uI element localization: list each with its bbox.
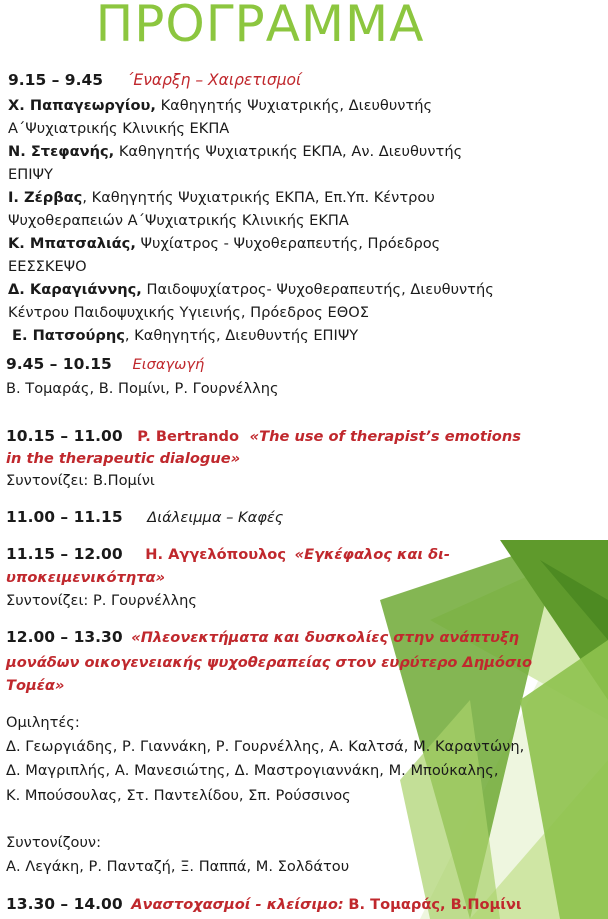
chairs-label: Συντονίζουν: (6, 834, 102, 851)
session-topic: ΄Εναρξη – Χαιρετισμοί (125, 71, 302, 89)
speaker-line: Ε. Πατσούρης, Καθηγητής, Διευθυντής ΕΠΙΨΥ (12, 327, 359, 344)
talk-title-cont: μονάδων οικογενειακής ψυχοθεραπείας στον ευρύτερο Δημόσιο (6, 654, 533, 671)
talk-title-cont: in the therapeutic dialogue» (6, 450, 241, 467)
speaker-line: Ι. Ζέρβας, Καθηγητής Ψυχιατρικής ΕΚΠΑ, Επ.Υπ. Κέντρου (8, 189, 435, 206)
session-angelopoulos: 11.15 – 12.00 Η. Αγγελόπουλος «Εγκέφαλος και δι- (6, 545, 450, 563)
session-time: 9.15 – 9.45 (8, 71, 104, 89)
speaker-line-cont: ΕΠΙΨΥ (8, 166, 53, 183)
session-introduction: 9.45 – 10.15 Εισαγωγή (6, 355, 205, 373)
session-break: 11.00 – 11.15 Διάλειμμα – Καφές (6, 508, 284, 526)
chairs-list: Α. Λεγάκη, Ρ. Πανταζή, Ξ. Παππά, Μ. Σολδάτου (6, 858, 350, 875)
speaker-line: Δ. Καραγιάννης, Παιδοψυχίατρος- Ψυχοθεραπευτής, Διευθυντής (8, 281, 494, 298)
session-chair: Συντονίζει: Β.Πομίνι (6, 472, 155, 489)
speaker-line: Χ. Παπαγεωργίου, Καθηγητής Ψυχιατρικής, Διευθυντής (8, 97, 433, 114)
page-title: ΠΡΟΓΡΑΜΜΑ (95, 0, 425, 53)
speakers-list: Δ. Γεωργιάδης, Ρ. Γιαννάκη, Ρ. Γουρνέλλης, Α. Καλτσά, Μ. Καραντώνη, (6, 738, 525, 755)
speakers-list: Κ. Μπούσουλας, Στ. Παντελίδου, Σπ. Ρούσσινος (6, 787, 351, 804)
session-chair: Συντονίζει: Ρ. Γουρνέλλης (6, 592, 197, 609)
session-bertrando: 10.15 – 11.00 P. Bertrando «The use of therapist’s emotions (6, 427, 521, 445)
speakers-label: Ομιλητές: (6, 714, 80, 731)
session-opening (8, 71, 301, 90)
speaker-line-cont: Ψυχοθεραπειών Α΄Ψυχιατρικής Κλινικής ΕΚΠΑ (8, 212, 349, 229)
speaker-line: Κ. Μπατσαλιάς, Ψυχίατρος - Ψυχοθεραπευτής, Πρόεδρος (8, 235, 441, 252)
session-people: Β. Τομαράς, Β. Πομίνι, Ρ. Γουρνέλλης (6, 380, 279, 397)
talk-title-cont: Τομέα» (6, 677, 65, 694)
speaker-line: Ν. Στεφανής, Καθηγητής Ψυχιατρικής ΕΚΠΑ, Αν. Διευθυντής (8, 143, 463, 160)
speaker-line-cont: Κέντρου Παιδοψυχικής Υγιεινής, Πρόεδρος ΕΘΟΣ (8, 304, 369, 321)
session-closing: 13.30 – 14.00 Αναστοχασμοί - κλείσιμο: Β. Τομαράς, Β.Πομίνι (6, 895, 522, 913)
talk-title-cont: υποκειμενικότητα» (6, 569, 166, 586)
speakers-list: Δ. Μαγριπλής, Α. Μανεσιώτης, Δ. Μαστρογιαννάκη, Μ. Μπούκαλης, (6, 762, 499, 779)
session-roundtable: 12.00 – 13.30 «Πλεονεκτήματα και δυσκολίες στην ανάπτυξη (6, 628, 520, 646)
speaker-line-cont: ΕΕΣΣΚΕΨΟ (8, 258, 87, 275)
speaker-line-cont: Α΄Ψυχιατρικής Κλινικής ΕΚΠΑ (8, 120, 230, 137)
